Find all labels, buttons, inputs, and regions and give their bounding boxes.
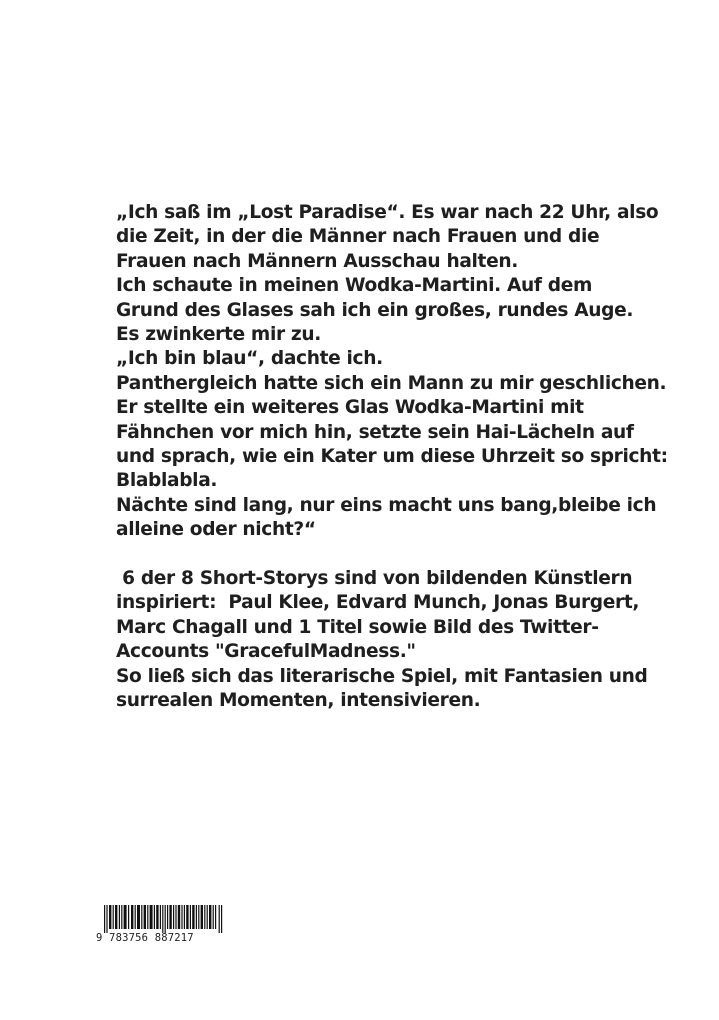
story-excerpt <box>116 201 668 543</box>
excerpt-line: „Ich bin blau“, dachte ich. <box>116 348 383 370</box>
excerpt-line: Nächte sind lang, nur eins macht uns bang,bleibe ich <box>116 494 657 516</box>
excerpt-line: Blablabla. <box>116 470 218 492</box>
description-line: Accounts "GracefulMadness." <box>116 641 416 663</box>
isbn-barcode-icon <box>104 905 224 933</box>
excerpt-line: Es zwinkerte mir zu. <box>116 324 321 346</box>
description-line: inspiriert: Paul Klee, Edvard Munch, Jonas Burgert, <box>116 592 640 614</box>
description-line: surrealen Momenten, intensivieren. <box>116 690 481 712</box>
excerpt-line: die Zeit, in der die Männer nach Frauen und die <box>116 226 600 248</box>
excerpt-line: Frauen nach Männern Ausschau halten. <box>116 250 518 272</box>
excerpt-line: und sprach, wie ein Kater um diese Uhrzeit so spricht: <box>116 446 668 468</box>
book-description <box>116 567 648 713</box>
excerpt-line: Ich schaute in meinen Wodka-Martini. Auf dem <box>116 275 593 297</box>
description-line: So ließ sich das literarische Spiel, mit Fantasien und <box>116 665 648 687</box>
excerpt-line: Panthergleich hatte sich ein Mann zu mir geschlichen. <box>116 372 667 394</box>
excerpt-line: Er stellte ein weiteres Glas Wodka-Martini mit <box>116 397 584 419</box>
isbn-number: 9 783756 887217 <box>96 932 194 944</box>
excerpt-line: „Ich saß im „Lost Paradise“. Es war nach 22 Uhr, also <box>116 202 659 223</box>
description-line: Marc Chagall und 1 Titel sowie Bild des Twitter- <box>116 616 599 638</box>
excerpt-line: alleine oder nicht?“ <box>116 519 316 541</box>
excerpt-line: Grund des Glases sah ich ein großes, rundes Auge. <box>116 299 634 321</box>
excerpt-line: Fähnchen vor mich hin, setzte sein Hai-Lächeln auf <box>116 421 634 443</box>
description-line: 6 der 8 Short-Storys sind von bildenden Künstlern <box>116 568 633 589</box>
